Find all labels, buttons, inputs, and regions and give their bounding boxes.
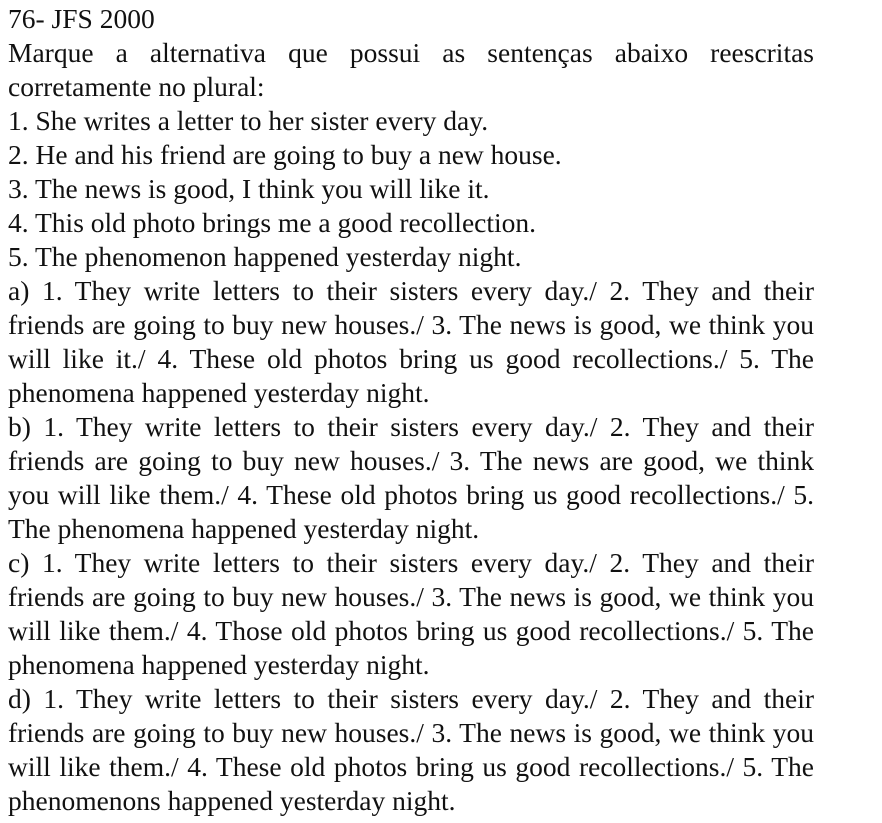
sentence-1: 1. She writes a letter to her sister every day. — [8, 105, 489, 136]
question-document — [8, 2, 814, 818]
option-c: c) 1. They write letters to their sisters every day./ 2. They and their friends are going to buy new houses./ 3. The news is good, we think you will like them./ 4. Those old photos bring us good recollections./ 5. The phenomena happened yesterday night. — [8, 547, 814, 680]
sentence-5: 5. The phenomenon happened yesterday night. — [8, 241, 522, 272]
sentence-2: 2. He and his friend are going to buy a new house. — [8, 139, 562, 170]
question-prompt: Marque a alternativa que possui as sentenças abaixo reescritas corretamente no plural: — [8, 37, 814, 102]
option-d: d) 1. They write letters to their sisters every day./ 2. They and their friends are going to buy new houses./ 3. The news is good, we think you will like them./ 4. These old photos bring us good recollections./ 5. The phenomenons happened yesterday night. — [8, 683, 814, 816]
option-b: b) 1. They write letters to their sisters every day./ 2. They and their friends are going to buy new houses./ 3. The news are good, we think you will like them./ 4. These old photos bring us good recollections./ 5. The phenomena happened yesterday night. — [8, 411, 814, 544]
sentence-4: 4. This old photo brings me a good recollection. — [8, 207, 537, 238]
question-title: 76- JFS 2000 — [8, 3, 155, 34]
sentence-3: 3. The news is good, I think you will like it. — [8, 173, 490, 204]
option-a: a) 1. They write letters to their sisters every day./ 2. They and their friends are going to buy new houses./ 3. The news is good, we think you will like it./ 4. These old photos bring us good recollections./ 5. The phenomena happened yesterday night. — [8, 275, 814, 408]
